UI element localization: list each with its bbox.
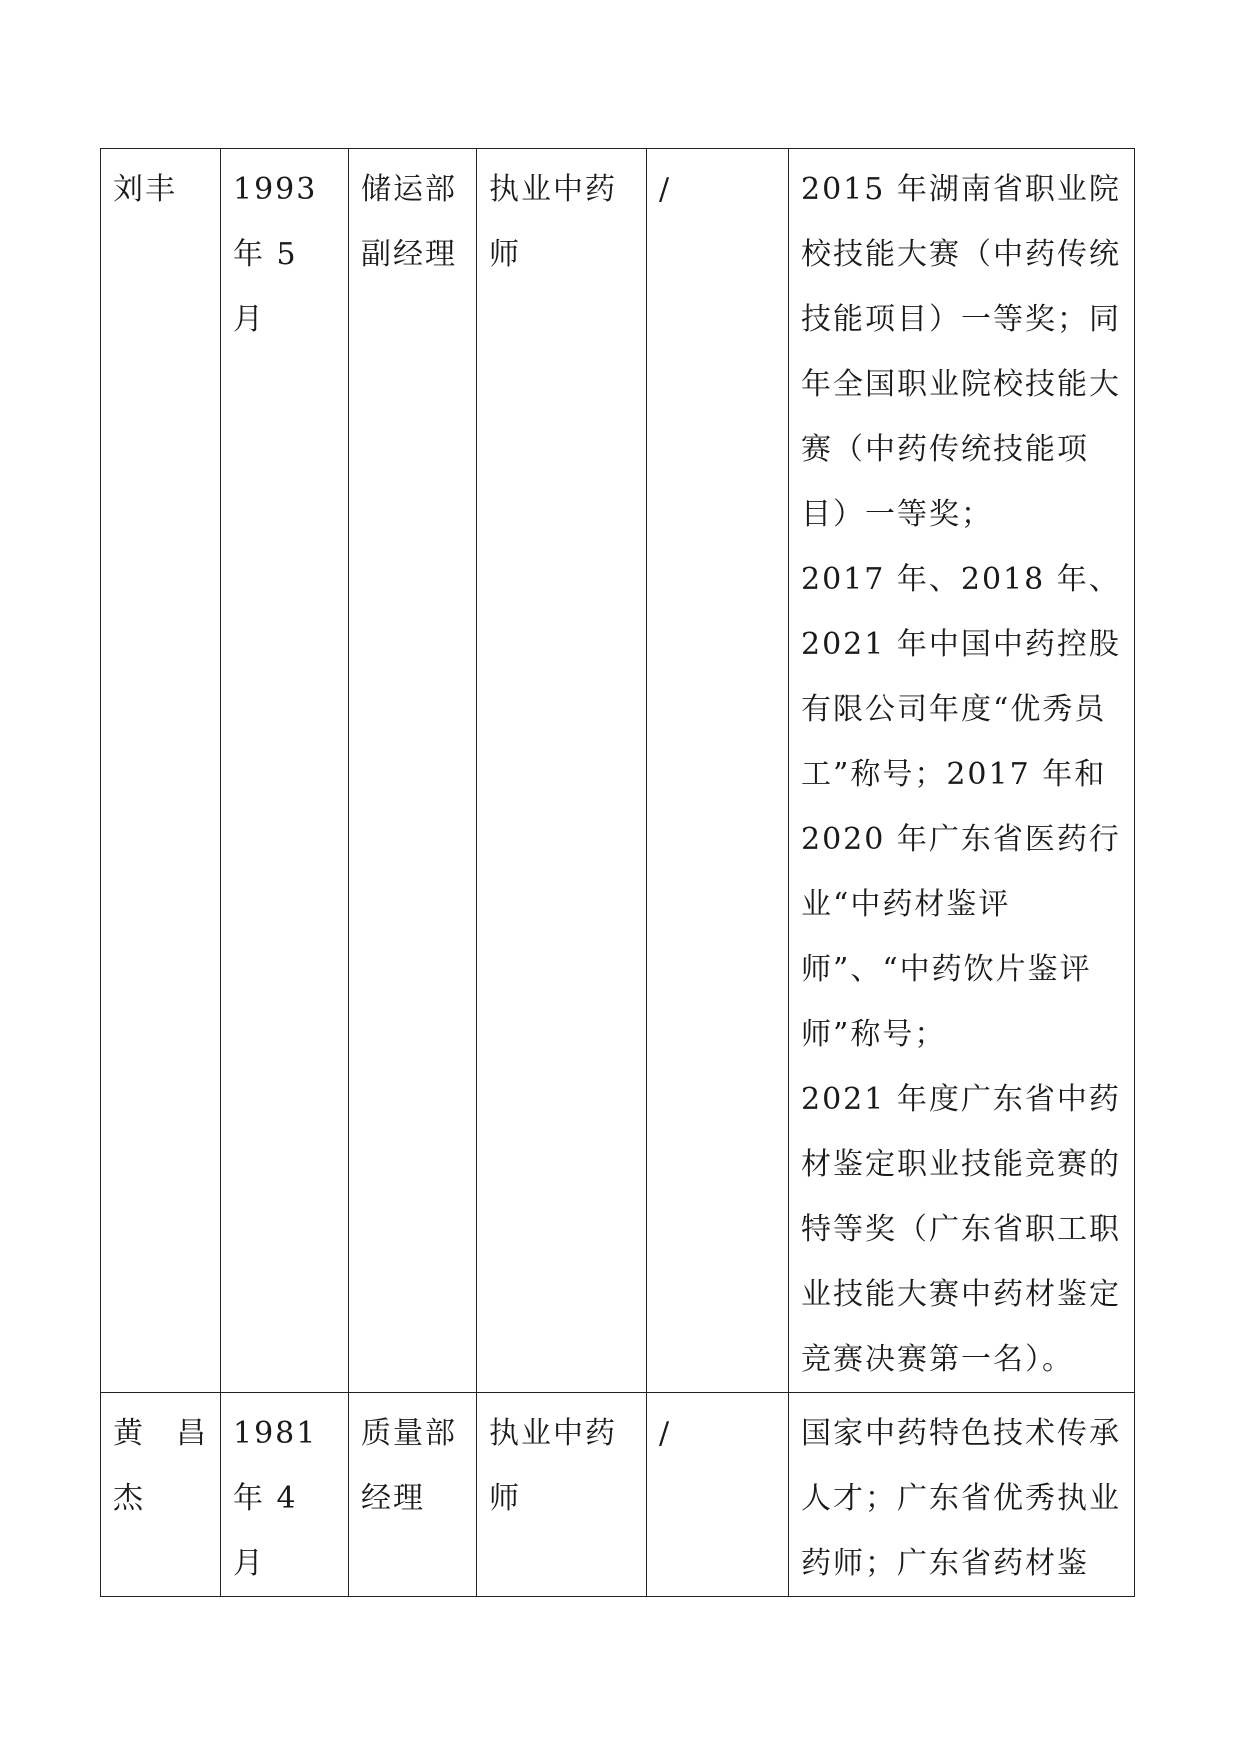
table-row [101, 1393, 1135, 1597]
name-cell [101, 149, 221, 1393]
birth-cell [221, 149, 349, 1393]
birth-date: 1981 年 4 月 [233, 1416, 318, 1581]
birth-cell [221, 1393, 349, 1597]
qualification-cell [477, 1393, 647, 1597]
staff-name: 刘丰 [113, 172, 177, 207]
position-cell [349, 1393, 477, 1597]
title-text: / [659, 172, 672, 207]
qualification-text: 执业中药师 [489, 1416, 617, 1516]
honors-cell [789, 149, 1135, 1393]
honor-paragraph: 国家中药特色技术传承人才；广东省优秀执业药师；广东省药材鉴 [801, 1416, 1121, 1581]
title-cell [647, 149, 789, 1393]
qualification-text: 执业中药师 [489, 172, 617, 272]
staff-name-char: 昌 [176, 1416, 208, 1451]
table-row [101, 149, 1135, 1393]
honors-cell [789, 1393, 1135, 1597]
staff-name-line [113, 1466, 210, 1531]
position-text: 储运部副经理 [361, 172, 457, 272]
staff-name-char: 黄 [113, 1416, 145, 1451]
title-cell [647, 1393, 789, 1597]
position-text: 质量部经理 [361, 1416, 457, 1516]
staff-table [100, 148, 1135, 1597]
honor-paragraph: 2021 年度广东省中药材鉴定职业技能竞赛的特等奖（广东省职工职业技能大赛中药材鉴定竞赛决赛第一名）。 [801, 1082, 1121, 1377]
position-cell [349, 149, 477, 1393]
title-text: / [659, 1416, 672, 1451]
staff-name-char: 杰 [113, 1481, 145, 1516]
honor-paragraph: 2015 年湖南省职业院校技能大赛（中药传统技能项目）一等奖；同年全国职业院校技能大赛（中药传统技能项目）一等奖； [801, 172, 1121, 532]
staff-name-line [113, 1401, 210, 1466]
name-cell [101, 1393, 221, 1597]
honor-paragraph: 2017 年、2018 年、2021 年中国中药控股有限公司年度“优秀员工”称号；2017 年和 2020 年广东省医药行业“中药材鉴评师”、“中药饮片鉴评师”称号； [801, 562, 1121, 1052]
birth-date: 1993 年 5 月 [233, 172, 318, 337]
qualification-cell [477, 149, 647, 1393]
